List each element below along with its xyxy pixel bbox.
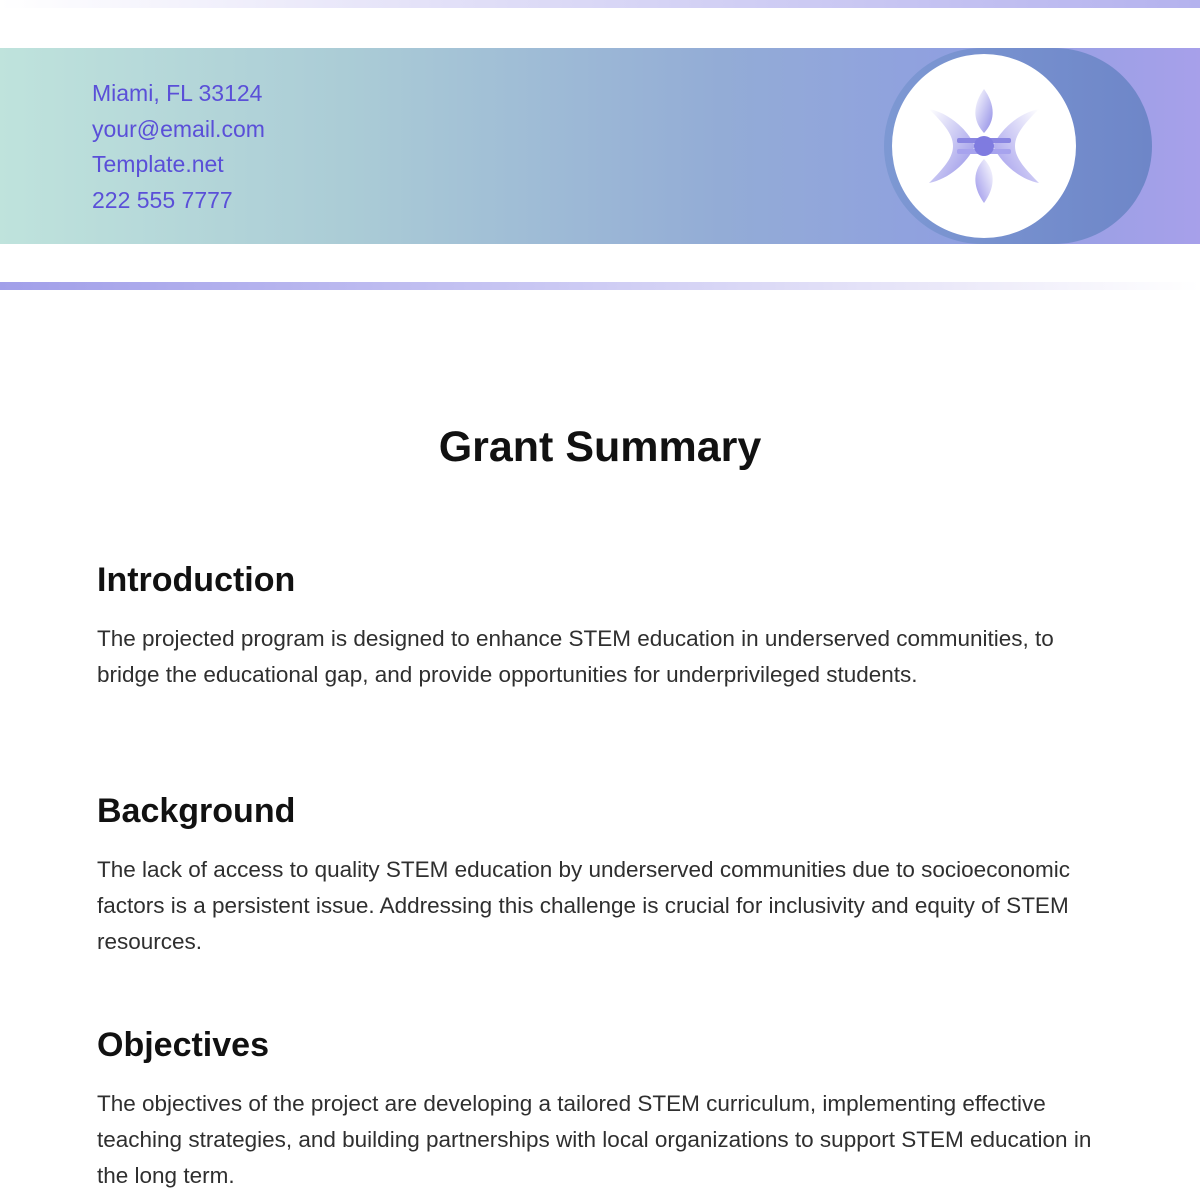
top-divider [0, 0, 1200, 8]
header-bottom-divider [0, 282, 1200, 290]
section-objectives [97, 1024, 1107, 1194]
section-heading: Objectives [97, 1026, 269, 1064]
section-body: The lack of access to quality STEM education by underserved communities due to socioeconomic factors is a persistent issue. Addressing this challenge is crucial for inclusivity and equity of STEM resources. [97, 857, 1070, 954]
section-introduction [97, 559, 1107, 693]
contact-phone: 222 555 7777 [92, 186, 233, 213]
stylized-flower-logo-icon [919, 81, 1049, 211]
logo [892, 54, 1076, 238]
section-body: The objectives of the project are developing a tailored STEM curriculum, implementing effective teaching strategies, and building partnerships with local organizations to support STEM education in the long term. [97, 1091, 1092, 1188]
contact-email[interactable]: your@email.com [92, 115, 265, 142]
page-title: Grant Summary [438, 423, 762, 471]
section-heading: Background [97, 792, 296, 830]
section-body: The projected program is designed to enhance STEM education in underserved communities, to bridge the educational gap, and provide opportunities for underprivileged students. [97, 626, 1054, 687]
contact-info [92, 76, 265, 218]
contact-address: Miami, FL 33124 [92, 80, 263, 106]
section-background [97, 790, 1107, 960]
contact-website[interactable]: Template.net [92, 151, 224, 177]
section-heading: Introduction [97, 561, 296, 599]
